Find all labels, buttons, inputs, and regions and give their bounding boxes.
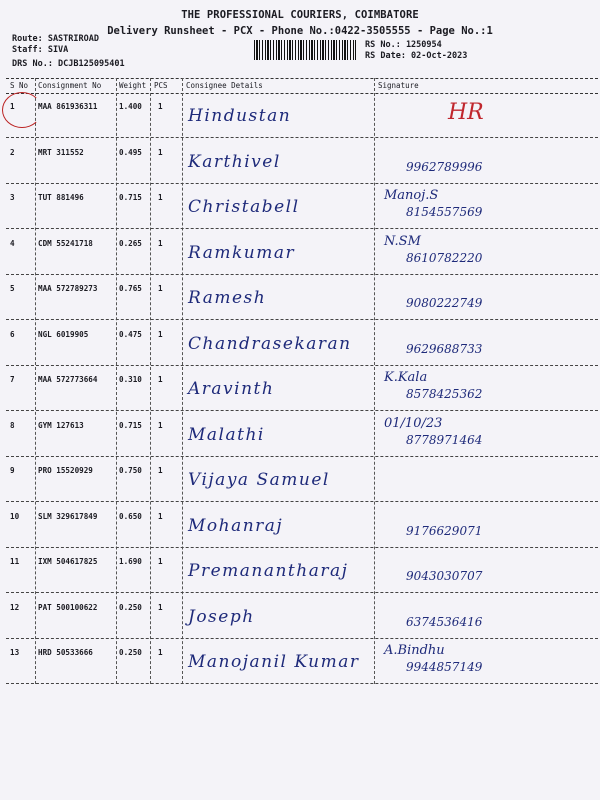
drs-label: DRS No.: DCJB125095401 [12,59,125,69]
row-weight: 0.250 [119,648,142,657]
row-consignment: MAA 861936311 [38,102,98,111]
row-weight: 0.495 [119,147,142,157]
table-row [6,365,598,411]
row-consignment: IXM 504617825 [38,557,98,566]
row-sno: 6 [10,329,15,339]
col-signature: Signature [378,81,419,90]
col-consignee: Consignee Details [186,81,263,90]
col-pcs: PCS [154,81,168,90]
row-consignment: PRO 15520929 [38,466,93,475]
col-weight: Weight [119,81,147,90]
row-consignment: SLM 329617849 [38,511,98,521]
signature-phone: 8610782220 [406,250,483,265]
row-pcs: 1 [158,557,163,566]
signature-phone: 9043030707 [406,569,483,583]
company-title: THE PROFESSIONAL COURIERS, COIMBATORE [181,9,419,21]
row-sno: 4 [10,238,15,248]
col-sno: S No [10,81,29,90]
row-pcs: 1 [158,193,163,202]
row-pcs: 1 [158,238,163,248]
row-pcs: 1 [158,375,163,384]
signature-text: Manoj.S [384,188,439,203]
table-row [6,502,598,548]
row-weight: 0.265 [119,238,142,248]
row-sno: 9 [10,466,15,475]
table-row [6,638,598,684]
row-weight: 0.715 [119,193,142,202]
row-pcs: 1 [158,284,163,293]
table-row [6,183,598,229]
signature-phone: 9176629071 [406,523,483,538]
signature-phone: 8778971464 [406,432,483,447]
table-row [6,138,598,184]
staff-label: Staff: SIVA [12,45,69,55]
consignee-name: Karthivel [188,151,281,172]
consignee-name: Chandrasekaran [188,333,352,354]
row-sno: 7 [10,375,15,384]
row-consignment: CDM 55241718 [38,238,93,248]
signature-text: K.Kala [384,370,428,385]
row-pcs: 1 [158,329,163,339]
row-sno: 10 [10,511,20,521]
row-weight: 0.250 [119,602,142,612]
consignee-name: Ramesh [188,288,267,308]
row-weight: 0.715 [119,420,142,430]
row-pcs: 1 [158,147,163,157]
table-row [6,593,598,639]
row-weight: 0.310 [119,375,142,384]
row-sno: 5 [10,284,15,293]
row-pcs: 1 [158,648,163,657]
row-consignment: TUT 881496 [38,193,84,202]
row-pcs: 1 [158,511,163,521]
row-consignment: PAT 500100622 [38,602,98,612]
row-consignment: MAA 572789273 [38,284,98,293]
table-row [6,274,598,320]
consignee-name: Vijaya Samuel [188,470,330,490]
table-row [6,92,598,138]
signature-phone: 9944857149 [406,660,483,674]
row-weight: 0.650 [119,511,142,521]
row-weight: 1.400 [119,102,142,111]
table-row [6,547,598,593]
row-pcs: 1 [158,602,163,612]
runsheet-subtitle: Delivery Runsheet - PCX - Phone No.:0422-3505555 - Page No.:1 [107,25,493,37]
consignee-name: Christabell [188,197,300,217]
col-consignment: Consignment No [38,81,102,90]
row-consignment: HRD 50533666 [38,648,93,657]
signature-phone: 8154557569 [406,205,483,219]
row-sno: 12 [10,602,20,612]
table-row [6,456,598,502]
signature-phone: 8578425362 [406,387,483,401]
row-pcs: 1 [158,102,163,111]
row-pcs: 1 [158,466,163,475]
consignee-name: Aravinth [188,379,275,399]
row-consignment: GYM 127613 [38,420,84,430]
row-consignment: MAA 572773664 [38,375,98,384]
signature-phone: 9080222749 [406,296,483,310]
row-weight: 0.765 [119,284,142,293]
signature-phone: 9962789996 [406,159,483,174]
row-sno: 11 [10,557,20,566]
consignee-name: Mohanraj [188,515,284,536]
row-pcs: 1 [158,420,163,430]
consignee-name: Premanantharaj [188,561,349,581]
table-row [6,411,598,457]
route-label: Route: SASTRIROAD [12,34,99,44]
row-sno: 8 [10,420,15,430]
table-row [6,229,598,275]
signature-phone: 6374536416 [406,614,483,629]
row-weight: 0.750 [119,466,142,475]
red-circle-mark [2,92,42,128]
row-sno: 2 [10,147,15,157]
barcode [254,40,356,60]
signature-phone: 9629688733 [406,341,483,356]
signature-text: 01/10/23 [384,415,443,431]
consignee-name: Ramkumar [188,242,296,263]
signature-text: N.SM [384,233,421,249]
row-consignment: MRT 311552 [38,147,84,157]
rs-number: RS No.: 1250954 [365,40,442,50]
row-weight: 1.690 [119,557,142,566]
consignee-name: Manojanil Kumar [188,652,360,672]
signature-text: A.Bindhu [384,643,445,658]
row-sno: 3 [10,193,15,202]
consignee-name: Malathi [188,424,265,445]
row-consignment: NGL 6019905 [38,329,89,339]
consignee-name: Joseph [188,606,255,627]
consignee-name: Hindustan [188,106,292,126]
hr-signature-mark: HR [448,100,484,125]
row-sno: 13 [10,648,20,657]
row-sno: 1 [10,102,15,111]
row-weight: 0.475 [119,329,142,339]
table-row [6,320,598,366]
rs-date: RS Date: 02-Oct-2023 [365,51,468,61]
